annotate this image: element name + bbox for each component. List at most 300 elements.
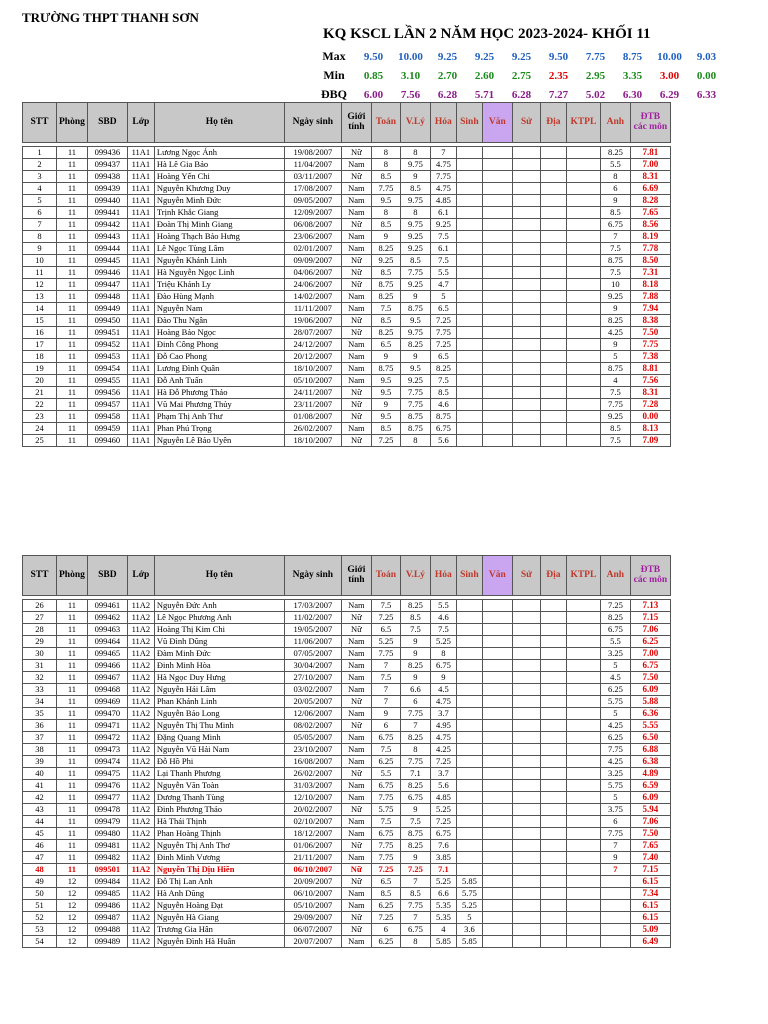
cell-fullname: Trịnh Khắc Giang <box>154 207 284 219</box>
cell-birthdate: 26/02/2007 <box>284 768 341 780</box>
cell-english: 8.25 <box>600 147 630 159</box>
cell-math: 9 <box>371 399 400 411</box>
cell-average: 8.31 <box>630 171 670 183</box>
cell-fullname: Đỗ Cao Phong <box>154 351 284 363</box>
cell-literature <box>482 936 512 948</box>
cell-math: 6.75 <box>371 780 400 792</box>
cell-physics: 8.5 <box>400 255 430 267</box>
table-row <box>23 279 671 291</box>
cell-class: 11A1 <box>127 423 154 435</box>
cell-class: 11A2 <box>127 768 154 780</box>
cell-room: 11 <box>57 756 88 768</box>
cell-physics: 8 <box>400 936 430 948</box>
stat-value: 6.28 <box>511 88 532 101</box>
cell-sbd: 099442 <box>87 219 127 231</box>
cell-average: 7.15 <box>630 612 670 624</box>
cell-history <box>512 636 540 648</box>
cell-geography <box>540 183 566 195</box>
cell-birthdate: 11/11/2007 <box>284 303 341 315</box>
cell-gender: Nam <box>341 207 371 219</box>
table-row <box>23 732 671 744</box>
cell-birthdate: 03/02/2007 <box>284 684 341 696</box>
cell-physics: 7.75 <box>400 387 430 399</box>
cell-biology <box>456 159 482 171</box>
cell-average: 7.28 <box>630 399 670 411</box>
cell-room: 11 <box>57 828 88 840</box>
cell-class: 11A2 <box>127 792 154 804</box>
cell-geography <box>540 315 566 327</box>
table-row <box>23 171 671 183</box>
cell-ktpl <box>566 840 600 852</box>
cell-stt: 3 <box>23 171 57 183</box>
cell-sbd: 099475 <box>87 768 127 780</box>
cell-history <box>512 876 540 888</box>
cell-birthdate: 19/06/2007 <box>284 315 341 327</box>
cell-ktpl <box>566 255 600 267</box>
cell-average: 7.50 <box>630 327 670 339</box>
header-english: Anh <box>600 103 630 143</box>
cell-math: 8.5 <box>371 171 400 183</box>
stat-value: 3.35 <box>622 69 643 82</box>
cell-room: 11 <box>57 267 88 279</box>
table-row <box>23 267 671 279</box>
cell-birthdate: 27/10/2007 <box>284 672 341 684</box>
cell-chemistry: 7.25 <box>430 756 456 768</box>
cell-geography <box>540 696 566 708</box>
cell-math: 7.25 <box>371 912 400 924</box>
cell-stt: 51 <box>23 900 57 912</box>
cell-fullname: Hoàng Bảo Ngọc <box>154 327 284 339</box>
cell-history <box>512 828 540 840</box>
cell-average: 7.15 <box>630 864 670 876</box>
table-row <box>23 792 671 804</box>
cell-average: 8.50 <box>630 255 670 267</box>
cell-fullname: Vũ Mai Phương Thủy <box>154 399 284 411</box>
table-row <box>23 255 671 267</box>
table-row <box>23 708 671 720</box>
cell-fullname: Hoàng Yến Chi <box>154 171 284 183</box>
cell-biology <box>456 195 482 207</box>
cell-geography <box>540 399 566 411</box>
cell-class: 11A1 <box>127 183 154 195</box>
cell-chemistry: 6.75 <box>430 423 456 435</box>
cell-sbd: 099458 <box>87 411 127 423</box>
cell-english: 6.25 <box>600 732 630 744</box>
cell-chemistry: 7.75 <box>430 171 456 183</box>
cell-fullname: Phạm Thị Anh Thư <box>154 411 284 423</box>
cell-room: 12 <box>57 876 88 888</box>
cell-literature <box>482 399 512 411</box>
cell-class: 11A1 <box>127 279 154 291</box>
cell-birthdate: 20/07/2007 <box>284 936 341 948</box>
cell-english: 4.25 <box>600 720 630 732</box>
table-row <box>23 828 671 840</box>
cell-stt: 45 <box>23 828 57 840</box>
cell-geography <box>540 876 566 888</box>
cell-birthdate: 29/09/2007 <box>284 912 341 924</box>
cell-average: 8.18 <box>630 279 670 291</box>
cell-geography <box>540 900 566 912</box>
cell-english: 8.25 <box>600 612 630 624</box>
cell-room: 11 <box>57 207 88 219</box>
cell-birthdate: 23/11/2007 <box>284 399 341 411</box>
stat-value: 0.85 <box>363 69 384 82</box>
table-row <box>23 744 671 756</box>
cell-english: 5.75 <box>600 780 630 792</box>
cell-fullname: Phan Phú Trọng <box>154 423 284 435</box>
cell-math: 8.5 <box>371 423 400 435</box>
cell-class: 11A1 <box>127 303 154 315</box>
cell-gender: Nữ <box>341 255 371 267</box>
cell-history <box>512 708 540 720</box>
cell-gender: Nam <box>341 363 371 375</box>
cell-class: 11A1 <box>127 291 154 303</box>
cell-class: 11A2 <box>127 756 154 768</box>
cell-class: 11A1 <box>127 399 154 411</box>
cell-gender: Nam <box>341 792 371 804</box>
cell-math: 7.5 <box>371 744 400 756</box>
cell-average: 6.09 <box>630 792 670 804</box>
cell-sbd: 099480 <box>87 828 127 840</box>
cell-history <box>512 852 540 864</box>
cell-english: 9 <box>600 339 630 351</box>
cell-room: 11 <box>57 612 88 624</box>
cell-gender: Nữ <box>341 315 371 327</box>
cell-biology <box>456 399 482 411</box>
cell-physics: 6.6 <box>400 684 430 696</box>
cell-biology <box>456 648 482 660</box>
cell-literature <box>482 780 512 792</box>
cell-average: 7.65 <box>630 840 670 852</box>
cell-geography <box>540 279 566 291</box>
header-sbd: SBD <box>87 103 127 143</box>
cell-history <box>512 660 540 672</box>
cell-ktpl <box>566 780 600 792</box>
cell-ktpl <box>566 303 600 315</box>
cell-stt: 48 <box>23 864 57 876</box>
cell-sbd: 099437 <box>87 159 127 171</box>
cell-english: 6 <box>600 183 630 195</box>
cell-sbd: 099501 <box>87 864 127 876</box>
cell-physics: 6 <box>400 696 430 708</box>
cell-history <box>512 888 540 900</box>
cell-geography <box>540 780 566 792</box>
table-row <box>23 231 671 243</box>
cell-biology <box>456 267 482 279</box>
cell-english: 9 <box>600 303 630 315</box>
cell-stt: 41 <box>23 780 57 792</box>
table-row <box>23 147 671 159</box>
cell-stt: 37 <box>23 732 57 744</box>
cell-fullname: Đỗ Anh Tuấn <box>154 375 284 387</box>
cell-ktpl <box>566 900 600 912</box>
cell-literature <box>482 696 512 708</box>
cell-room: 12 <box>57 900 88 912</box>
cell-ktpl <box>566 315 600 327</box>
table-row <box>23 159 671 171</box>
cell-physics: 7.25 <box>400 864 430 876</box>
cell-biology <box>456 207 482 219</box>
cell-fullname: Nguyễn Minh Đức <box>154 195 284 207</box>
cell-biology <box>456 816 482 828</box>
cell-gender: Nam <box>341 708 371 720</box>
cell-fullname: Dương Thanh Tùng <box>154 792 284 804</box>
cell-sbd: 099457 <box>87 399 127 411</box>
cell-birthdate: 24/11/2007 <box>284 387 341 399</box>
cell-class: 11A1 <box>127 147 154 159</box>
cell-history <box>512 195 540 207</box>
cell-stt: 18 <box>23 351 57 363</box>
cell-sbd: 099452 <box>87 339 127 351</box>
cell-physics: 7.75 <box>400 756 430 768</box>
cell-fullname: Đào Hùng Mạnh <box>154 291 284 303</box>
stats-min-row <box>313 66 725 85</box>
cell-sbd: 099456 <box>87 387 127 399</box>
cell-ktpl <box>566 708 600 720</box>
cell-room: 11 <box>57 183 88 195</box>
cell-class: 11A1 <box>127 315 154 327</box>
cell-class: 11A2 <box>127 876 154 888</box>
cell-geography <box>540 171 566 183</box>
cell-math: 6.5 <box>371 339 400 351</box>
cell-birthdate: 21/11/2007 <box>284 852 341 864</box>
cell-history <box>512 327 540 339</box>
cell-birthdate: 09/05/2007 <box>284 195 341 207</box>
cell-biology <box>456 660 482 672</box>
cell-ktpl <box>566 888 600 900</box>
cell-history <box>512 411 540 423</box>
cell-chemistry: 5.25 <box>430 804 456 816</box>
table-row <box>23 648 671 660</box>
cell-average: 8.81 <box>630 363 670 375</box>
cell-chemistry: 3.7 <box>430 708 456 720</box>
cell-fullname: Triệu Khánh Ly <box>154 279 284 291</box>
cell-class: 11A2 <box>127 828 154 840</box>
cell-class: 11A2 <box>127 852 154 864</box>
cell-literature <box>482 435 512 447</box>
cell-math: 6.75 <box>371 732 400 744</box>
cell-stt: 14 <box>23 303 57 315</box>
cell-birthdate: 01/06/2007 <box>284 840 341 852</box>
cell-history <box>512 732 540 744</box>
cell-english: 5 <box>600 351 630 363</box>
cell-english: 7.5 <box>600 435 630 447</box>
cell-gender: Nữ <box>341 399 371 411</box>
cell-physics: 8.25 <box>400 840 430 852</box>
cell-gender: Nữ <box>341 411 371 423</box>
cell-english: 6.75 <box>600 624 630 636</box>
table-row <box>23 672 671 684</box>
cell-ktpl <box>566 816 600 828</box>
cell-biology <box>456 840 482 852</box>
cell-physics: 9.75 <box>400 195 430 207</box>
cell-history <box>512 672 540 684</box>
cell-gender: Nam <box>341 339 371 351</box>
cell-literature <box>482 876 512 888</box>
cell-stt: 47 <box>23 852 57 864</box>
cell-chemistry: 5.35 <box>430 912 456 924</box>
cell-history <box>512 936 540 948</box>
cell-sbd: 099444 <box>87 243 127 255</box>
cell-math: 7.5 <box>371 816 400 828</box>
cell-stt: 29 <box>23 636 57 648</box>
cell-geography <box>540 435 566 447</box>
cell-english: 3.25 <box>600 768 630 780</box>
cell-physics: 9.75 <box>400 219 430 231</box>
cell-history <box>512 147 540 159</box>
cell-sbd: 099461 <box>87 600 127 612</box>
cell-stt: 53 <box>23 924 57 936</box>
cell-chemistry: 7.5 <box>430 255 456 267</box>
cell-gender: Nam <box>341 828 371 840</box>
cell-history <box>512 267 540 279</box>
cell-math: 9 <box>371 708 400 720</box>
stat-value: 2.95 <box>585 69 606 82</box>
cell-room: 11 <box>57 804 88 816</box>
cell-biology <box>456 351 482 363</box>
cell-geography <box>540 828 566 840</box>
cell-physics: 7 <box>400 720 430 732</box>
cell-birthdate: 12/10/2007 <box>284 792 341 804</box>
cell-birthdate: 17/08/2007 <box>284 183 341 195</box>
table-row <box>23 888 671 900</box>
cell-chemistry: 4.25 <box>430 744 456 756</box>
cell-gender: Nam <box>341 600 371 612</box>
cell-sbd: 099470 <box>87 708 127 720</box>
cell-class: 11A1 <box>127 411 154 423</box>
cell-gender: Nam <box>341 423 371 435</box>
cell-geography <box>540 792 566 804</box>
cell-biology <box>456 147 482 159</box>
cell-fullname: Nguyễn Thị Thu Minh <box>154 720 284 732</box>
cell-literature <box>482 600 512 612</box>
cell-sbd: 099445 <box>87 255 127 267</box>
cell-sbd: 099443 <box>87 231 127 243</box>
cell-literature <box>482 387 512 399</box>
header-fullname: Họ tên <box>154 556 284 596</box>
cell-math: 8.5 <box>371 267 400 279</box>
cell-class: 11A1 <box>127 159 154 171</box>
cell-literature <box>482 327 512 339</box>
cell-class: 11A1 <box>127 387 154 399</box>
cell-room: 11 <box>57 864 88 876</box>
cell-chemistry: 3.85 <box>430 852 456 864</box>
cell-stt: 9 <box>23 243 57 255</box>
cell-class: 11A1 <box>127 219 154 231</box>
cell-english <box>600 912 630 924</box>
cell-sbd: 099459 <box>87 423 127 435</box>
cell-english: 7.25 <box>600 600 630 612</box>
cell-birthdate: 08/02/2007 <box>284 720 341 732</box>
cell-average: 7.06 <box>630 624 670 636</box>
cell-biology: 5.85 <box>456 936 482 948</box>
table-row <box>23 423 671 435</box>
cell-ktpl <box>566 387 600 399</box>
cell-geography <box>540 339 566 351</box>
cell-ktpl <box>566 828 600 840</box>
cell-stt: 31 <box>23 660 57 672</box>
cell-physics: 9 <box>400 291 430 303</box>
cell-chemistry: 5.35 <box>430 900 456 912</box>
stat-value: 6.29 <box>659 88 680 101</box>
cell-gender: Nam <box>341 936 371 948</box>
cell-fullname: Đỗ Hồ Phi <box>154 756 284 768</box>
cell-chemistry: 5.85 <box>430 936 456 948</box>
cell-physics: 9.25 <box>400 243 430 255</box>
cell-physics: 9.25 <box>400 279 430 291</box>
cell-sbd: 099471 <box>87 720 127 732</box>
cell-english: 10 <box>600 279 630 291</box>
cell-chemistry: 8 <box>430 648 456 660</box>
cell-class: 11A2 <box>127 936 154 948</box>
cell-gender: Nam <box>341 648 371 660</box>
cell-room: 11 <box>57 852 88 864</box>
cell-math: 6 <box>371 720 400 732</box>
cell-geography <box>540 387 566 399</box>
cell-birthdate: 02/01/2007 <box>284 243 341 255</box>
cell-physics: 8.75 <box>400 303 430 315</box>
cell-average: 5.88 <box>630 696 670 708</box>
cell-stt: 54 <box>23 936 57 948</box>
cell-math: 8 <box>371 207 400 219</box>
cell-chemistry: 4.85 <box>430 792 456 804</box>
cell-gender: Nữ <box>341 768 371 780</box>
cell-ktpl <box>566 912 600 924</box>
cell-fullname: Nguyễn Lê Bảo Uyên <box>154 435 284 447</box>
cell-birthdate: 18/12/2007 <box>284 828 341 840</box>
cell-gender: Nam <box>341 159 371 171</box>
cell-gender: Nam <box>341 291 371 303</box>
cell-birthdate: 23/06/2007 <box>284 231 341 243</box>
cell-stt: 28 <box>23 624 57 636</box>
cell-fullname: Hà Đỗ Phương Thảo <box>154 387 284 399</box>
cell-literature <box>482 672 512 684</box>
cell-stt: 46 <box>23 840 57 852</box>
table-row <box>23 399 671 411</box>
cell-class: 11A1 <box>127 351 154 363</box>
cell-physics: 9.5 <box>400 315 430 327</box>
header-stt: STT <box>23 103 57 143</box>
cell-geography <box>540 327 566 339</box>
cell-chemistry: 8.75 <box>430 411 456 423</box>
cell-chemistry: 5.5 <box>430 267 456 279</box>
cell-gender: Nam <box>341 672 371 684</box>
cell-physics: 9 <box>400 804 430 816</box>
cell-class: 11A1 <box>127 363 154 375</box>
cell-geography <box>540 840 566 852</box>
stat-value: 7.27 <box>548 88 569 101</box>
cell-geography <box>540 672 566 684</box>
cell-fullname: Hà Thái Thịnh <box>154 816 284 828</box>
cell-ktpl <box>566 792 600 804</box>
cell-ktpl <box>566 624 600 636</box>
cell-fullname: Phan Hoàng Thịnh <box>154 828 284 840</box>
cell-average: 6.09 <box>630 684 670 696</box>
cell-class: 11A2 <box>127 648 154 660</box>
cell-biology <box>456 423 482 435</box>
cell-literature <box>482 720 512 732</box>
cell-sbd: 099481 <box>87 840 127 852</box>
cell-sbd: 099439 <box>87 183 127 195</box>
cell-biology <box>456 303 482 315</box>
cell-geography <box>540 243 566 255</box>
cell-sbd: 099447 <box>87 279 127 291</box>
cell-geography <box>540 660 566 672</box>
cell-fullname: Nguyễn Thị Anh Thơ <box>154 840 284 852</box>
cell-average: 6.75 <box>630 660 670 672</box>
cell-ktpl <box>566 351 600 363</box>
cell-stt: 42 <box>23 792 57 804</box>
